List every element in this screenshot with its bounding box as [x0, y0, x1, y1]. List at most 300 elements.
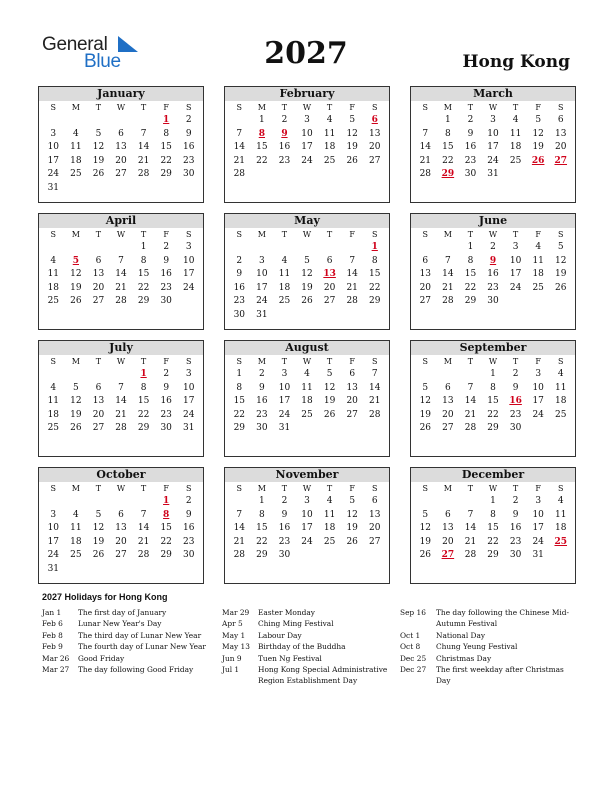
day-cell: 22 [233, 409, 246, 420]
week-row [39, 114, 203, 128]
day-cell: 13 [115, 523, 127, 534]
day-cell: 7 [371, 369, 378, 379]
weekday-header [39, 101, 203, 114]
holiday-name: The first day of January [78, 608, 167, 617]
day-cell: 5 [422, 509, 429, 520]
day-cell: 7 [445, 255, 451, 266]
holiday-list-item [400, 653, 572, 664]
day-cell: 3 [50, 509, 57, 520]
empty-cell [504, 295, 527, 309]
holiday-list-item [42, 630, 212, 641]
week-row [411, 155, 575, 169]
day-cell: 4 [304, 369, 310, 379]
weekday-label: S [236, 484, 243, 493]
day-cell: 2 [490, 242, 496, 252]
week-row [411, 509, 575, 523]
holiday-list-item [42, 641, 212, 652]
day-cell: 27 [115, 169, 127, 180]
week-row [225, 549, 389, 563]
holiday-list-item [42, 664, 212, 675]
holiday-date: 29 [441, 169, 455, 180]
day-cell: 27 [369, 155, 381, 166]
day-cell: 18 [555, 523, 567, 534]
day-cell: 22 [487, 409, 499, 420]
weekday-label: M [257, 230, 266, 239]
day-cell: 26 [70, 296, 82, 307]
day-cell: 24 [47, 169, 60, 180]
day-cell: 19 [323, 396, 336, 407]
empty-cell [341, 309, 364, 323]
weekday-label: W [302, 357, 312, 366]
week-row [411, 141, 575, 155]
empty-cell [155, 182, 178, 196]
empty-cell [363, 549, 386, 563]
day-cell: 15 [487, 396, 499, 407]
week-row [225, 522, 389, 536]
month-july [38, 340, 204, 457]
day-cell: 4 [557, 369, 564, 379]
day-cell: 11 [323, 128, 336, 139]
week-row [225, 509, 389, 523]
day-cell: 24 [183, 282, 195, 293]
day-cell: 18 [555, 396, 567, 407]
day-cell: 19 [92, 155, 105, 166]
weekday-label: T [281, 230, 288, 239]
day-cell: 14 [346, 269, 358, 280]
holiday-name: The fourth day of Lunar New Year [78, 642, 206, 652]
weekday-header [225, 228, 389, 241]
holiday-name: National Day [436, 630, 486, 640]
day-cell: 21 [137, 155, 150, 166]
day-cell: 2 [281, 496, 288, 506]
weekday-label: S [372, 230, 378, 239]
day-cell: 6 [118, 509, 124, 520]
day-cell: 23 [256, 409, 268, 420]
holiday-name: The day following Good Friday [78, 665, 194, 675]
empty-cell [87, 114, 110, 128]
week-row [411, 255, 575, 269]
week-row [39, 549, 203, 563]
day-cell: 18 [301, 396, 313, 407]
day-cell: 1 [490, 369, 496, 379]
day-cell: 14 [233, 523, 246, 534]
day-cell: 3 [185, 369, 192, 379]
day-cell: 21 [115, 409, 127, 420]
day-cell: 10 [183, 255, 195, 266]
holiday-list-item [222, 618, 392, 629]
weekday-header [225, 482, 389, 495]
day-cell: 10 [256, 269, 268, 280]
month-august [224, 340, 390, 457]
day-cell: 16 [487, 269, 499, 280]
empty-cell [65, 114, 88, 128]
week-row [225, 495, 389, 509]
logo-text-blue: Blue [84, 51, 121, 72]
week-row [225, 168, 389, 182]
day-cell: 31 [532, 550, 544, 561]
empty-cell [110, 182, 133, 196]
day-cell: 9 [185, 128, 192, 139]
weekday-label: T [140, 103, 147, 112]
week-row [225, 282, 389, 296]
holiday-list-item [222, 607, 392, 618]
day-cell: 4 [557, 496, 564, 506]
day-cell: 12 [419, 396, 432, 407]
month-title: December [411, 468, 575, 482]
day-cell: 10 [47, 142, 60, 153]
holiday-date: 1 [163, 496, 170, 506]
day-cell: 19 [346, 523, 358, 534]
holiday-list-column-2 [222, 607, 392, 687]
weekday-label: F [349, 357, 355, 366]
holiday-list-item [222, 653, 392, 664]
weekday-label: S [558, 103, 564, 112]
empty-cell [549, 549, 572, 563]
week-row [225, 141, 389, 155]
day-cell: 13 [369, 128, 381, 139]
day-cell: 3 [304, 496, 310, 506]
month-may [224, 213, 390, 330]
day-cell: 16 [509, 523, 522, 534]
day-cell: 7 [118, 382, 124, 393]
week-row [411, 549, 575, 563]
day-cell: 14 [442, 269, 454, 280]
empty-cell [414, 241, 437, 255]
day-cell: 27 [442, 423, 454, 434]
day-cell: 22 [256, 536, 268, 547]
month-december [410, 467, 576, 584]
week-row [39, 422, 203, 436]
empty-cell [318, 241, 341, 255]
holiday-date-label: Feb 6 [42, 619, 63, 629]
week-row [39, 168, 203, 182]
day-cell: 30 [160, 296, 172, 307]
day-cell: 29 [233, 423, 246, 434]
weekday-label: S [422, 230, 429, 239]
day-cell: 13 [92, 269, 105, 280]
day-cell: 29 [487, 550, 499, 561]
day-cell: 22 [160, 536, 172, 547]
day-cell: 11 [47, 396, 60, 407]
day-cell: 30 [278, 550, 291, 561]
week-row [411, 282, 575, 296]
day-cell: 13 [369, 509, 381, 520]
empty-cell [318, 422, 341, 436]
weekday-label: S [422, 103, 429, 112]
empty-cell [459, 495, 482, 509]
empty-cell [42, 241, 65, 255]
holiday-date-label: Oct 1 [400, 630, 421, 640]
day-cell: 9 [512, 509, 519, 520]
day-cell: 24 [301, 155, 313, 166]
day-cell: 26 [419, 550, 432, 561]
day-cell: 28 [464, 423, 477, 434]
day-cell: 21 [442, 282, 454, 293]
holiday-date-label: Jan 1 [42, 608, 62, 617]
month-october [38, 467, 204, 584]
day-cell: 7 [467, 382, 474, 393]
day-cell: 17 [256, 282, 268, 293]
weekday-label: W [488, 357, 498, 366]
holiday-list-item [222, 641, 392, 652]
holiday-name: Christmas Day [436, 653, 492, 663]
day-cell: 10 [183, 382, 195, 393]
day-cell: 11 [509, 128, 522, 139]
day-cell: 11 [323, 509, 336, 520]
day-cell: 28 [115, 296, 127, 307]
day-cell: 19 [70, 409, 82, 420]
day-cell: 5 [73, 382, 79, 393]
holiday-date-label: May 1 [222, 630, 246, 640]
day-cell: 23 [278, 536, 291, 547]
day-cell: 19 [346, 142, 358, 153]
week-row [39, 368, 203, 382]
day-cell: 11 [555, 509, 567, 520]
day-cell: 19 [301, 282, 313, 293]
day-cell: 11 [532, 255, 544, 266]
weekday-label: M [71, 484, 80, 493]
day-cell: 14 [115, 269, 127, 280]
holiday-date: 13 [323, 269, 336, 280]
weekday-label: S [372, 484, 378, 493]
weekday-label: S [50, 103, 57, 112]
day-cell: 16 [160, 269, 172, 280]
month-september [410, 340, 576, 457]
holiday-date-label: Apr 5 [222, 619, 243, 629]
day-cell: 21 [115, 282, 127, 293]
day-cell: 24 [301, 536, 313, 547]
holiday-date-label: Dec 25 [400, 653, 427, 663]
day-cell: 20 [115, 155, 127, 166]
day-cell: 15 [160, 523, 172, 534]
weekday-label: S [50, 357, 57, 366]
day-cell: 25 [70, 550, 82, 561]
day-cell: 10 [278, 382, 291, 393]
weekday-label: F [349, 484, 355, 493]
weekday-label: T [281, 484, 288, 493]
week-row [39, 241, 203, 255]
week-row [39, 382, 203, 396]
day-cell: 21 [464, 409, 477, 420]
day-cell: 16 [233, 282, 246, 293]
day-cell: 11 [47, 269, 60, 280]
holiday-date: 5 [72, 255, 79, 266]
weekday-label: W [116, 230, 126, 239]
empty-cell [251, 168, 274, 182]
day-cell: 7 [140, 128, 147, 139]
day-cell: 6 [371, 496, 378, 506]
week-row [225, 268, 389, 282]
empty-cell [549, 422, 572, 436]
day-cell: 12 [532, 128, 544, 139]
day-cell: 24 [256, 296, 268, 307]
weekday-label: T [467, 103, 474, 112]
weekday-label: S [558, 357, 564, 366]
week-row [411, 168, 575, 182]
week-row [39, 509, 203, 523]
day-cell: 22 [369, 282, 381, 293]
day-cell: 19 [92, 536, 105, 547]
weekday-header [39, 482, 203, 495]
day-cell: 24 [532, 409, 544, 420]
week-row [39, 563, 203, 577]
weekday-label: S [422, 357, 429, 366]
week-row [225, 128, 389, 142]
day-cell: 25 [301, 409, 313, 420]
day-cell: 20 [419, 282, 432, 293]
month-title: April [39, 214, 203, 228]
weekday-label: T [512, 230, 519, 239]
day-cell: 20 [323, 282, 336, 293]
day-cell: 11 [70, 142, 82, 153]
day-cell: 4 [535, 242, 542, 252]
weekday-label: S [186, 103, 192, 112]
weekday-label: S [186, 357, 192, 366]
day-cell: 23 [509, 409, 522, 420]
day-cell: 27 [115, 550, 127, 561]
day-cell: 24 [509, 282, 522, 293]
day-cell: 10 [301, 128, 313, 139]
empty-cell [363, 168, 386, 182]
day-cell: 6 [422, 255, 429, 266]
day-cell: 12 [346, 509, 358, 520]
week-row [39, 255, 203, 269]
week-row [39, 295, 203, 309]
day-cell: 6 [326, 255, 333, 266]
empty-cell [363, 309, 386, 323]
empty-cell [228, 241, 251, 255]
week-row [411, 522, 575, 536]
weekday-label: S [372, 357, 378, 366]
day-cell: 19 [555, 269, 567, 280]
empty-cell [177, 182, 200, 196]
empty-cell [132, 182, 155, 196]
day-cell: 13 [419, 269, 432, 280]
day-cell: 10 [532, 382, 544, 393]
day-cell: 20 [442, 409, 454, 420]
weekday-header [225, 355, 389, 368]
day-cell: 15 [369, 269, 381, 280]
day-cell: 5 [349, 115, 356, 125]
day-cell: 13 [555, 128, 567, 139]
day-cell: 24 [532, 536, 544, 547]
day-cell: 28 [369, 409, 381, 420]
day-cell: 20 [555, 142, 567, 153]
month-title: October [39, 468, 203, 482]
empty-cell [437, 241, 460, 255]
day-cell: 16 [183, 142, 195, 153]
holiday-list-item [42, 607, 212, 618]
empty-cell [437, 368, 460, 382]
weekday-label: S [236, 103, 243, 112]
day-cell: 3 [259, 255, 265, 266]
day-cell: 14 [464, 523, 477, 534]
day-cell: 14 [137, 523, 150, 534]
day-cell: 12 [70, 396, 82, 407]
week-row [411, 536, 575, 550]
empty-cell [527, 295, 550, 309]
weekday-header [411, 228, 575, 241]
empty-cell [341, 241, 364, 255]
day-cell: 10 [532, 509, 544, 520]
day-cell: 3 [281, 369, 288, 379]
day-cell: 21 [369, 396, 381, 407]
day-cell: 1 [445, 115, 451, 125]
empty-cell [87, 241, 110, 255]
day-cell: 18 [323, 142, 336, 153]
weekday-label: T [140, 484, 147, 493]
day-cell: 6 [349, 369, 356, 379]
week-row [225, 155, 389, 169]
day-cell: 19 [419, 536, 432, 547]
day-cell: 21 [346, 282, 358, 293]
month-title: July [39, 341, 203, 355]
empty-cell [459, 368, 482, 382]
weekday-label: T [95, 357, 102, 366]
day-cell: 30 [183, 550, 195, 561]
empty-cell [87, 563, 110, 577]
week-row [39, 155, 203, 169]
weekday-label: M [71, 357, 80, 366]
day-cell: 17 [487, 142, 499, 153]
holiday-list-item [400, 641, 572, 652]
day-cell: 31 [47, 563, 60, 574]
day-cell: 29 [160, 550, 172, 561]
day-cell: 30 [464, 169, 477, 180]
day-cell: 11 [278, 269, 291, 280]
day-cell: 13 [442, 396, 454, 407]
day-cell: 5 [95, 128, 102, 139]
holiday-date: 26 [531, 155, 545, 166]
month-title: February [225, 87, 389, 101]
day-cell: 1 [467, 242, 474, 252]
holiday-date-label: Dec 27 [400, 665, 427, 675]
day-cell: 27 [419, 296, 432, 307]
day-cell: 15 [464, 269, 477, 280]
day-cell: 12 [92, 142, 105, 153]
holiday-date: 27 [554, 155, 568, 166]
holiday-date-label: Mar 26 [42, 653, 70, 663]
day-cell: 5 [422, 382, 429, 393]
empty-cell [42, 495, 65, 509]
weekday-label: T [467, 357, 474, 366]
month-april [38, 213, 204, 330]
day-cell: 8 [490, 509, 496, 520]
weekday-label: T [512, 484, 519, 493]
holiday-name: Chung Yeung Festival [436, 642, 518, 652]
day-cell: 6 [95, 255, 102, 266]
weekday-label: M [443, 357, 452, 366]
week-row [225, 422, 389, 436]
day-cell: 25 [278, 296, 291, 307]
empty-cell [87, 368, 110, 382]
holiday-date-label: Jul 1 [222, 665, 240, 675]
empty-cell [87, 495, 110, 509]
day-cell: 17 [532, 523, 544, 534]
day-cell: 18 [532, 269, 544, 280]
weekday-label: F [535, 103, 541, 112]
day-cell: 16 [160, 396, 172, 407]
day-cell: 26 [301, 296, 313, 307]
weekday-label: T [95, 230, 102, 239]
day-cell: 13 [346, 382, 358, 393]
weekday-label: T [95, 484, 102, 493]
day-cell: 2 [512, 369, 519, 379]
week-row [39, 268, 203, 282]
day-cell: 9 [163, 255, 170, 266]
weekday-label: M [443, 103, 452, 112]
empty-cell [341, 422, 364, 436]
